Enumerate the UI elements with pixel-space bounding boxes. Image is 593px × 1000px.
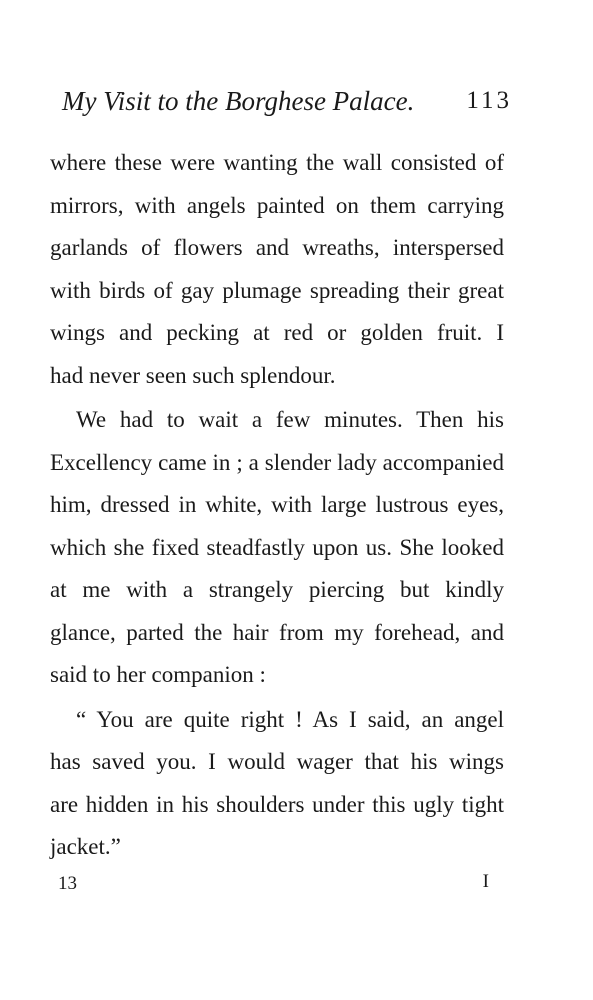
- text-line: at me with a strangely piercing but kindly: [50, 577, 504, 602]
- text-line: We had to wait a few minutes. Then his: [76, 407, 504, 432]
- signature-letter: I: [482, 871, 489, 892]
- text-line: garlands of flowers and wreaths, interspersed: [50, 235, 504, 260]
- body-text: [50, 142, 504, 869]
- text-line: with birds of gay plumage spreading their great: [50, 277, 504, 303]
- text-line: which she fixed steadfastly upon us. She looked: [50, 534, 504, 560]
- text-line: are hidden in his shoulders under this ugly tight: [50, 791, 504, 817]
- running-title: My Visit to the Borghese Palace.: [62, 86, 415, 116]
- page-number: 113: [466, 87, 512, 114]
- signature-number: 13: [58, 873, 77, 894]
- text-line: jacket.”: [50, 834, 121, 859]
- text-line: Excellency came in ; a slender lady accompanied: [50, 449, 504, 475]
- text-line: him, dressed in white, with large lustrous eyes,: [50, 492, 504, 517]
- text-line: said to her companion :: [50, 662, 266, 687]
- text-line: mirrors, with angels painted on them carrying: [50, 192, 504, 218]
- text-line: had never seen such splendour.: [50, 362, 336, 388]
- text-line: where these were wanting the wall consisted of: [50, 150, 504, 175]
- text-line: “ You are quite right ! As I said, an angel: [76, 706, 504, 732]
- running-head: [62, 84, 512, 118]
- text-line: has saved you. I would wager that his wings: [50, 749, 504, 774]
- text-line: wings and pecking at red or golden fruit. I: [50, 320, 504, 345]
- text-line: glance, parted the hair from my forehead, and: [50, 619, 504, 645]
